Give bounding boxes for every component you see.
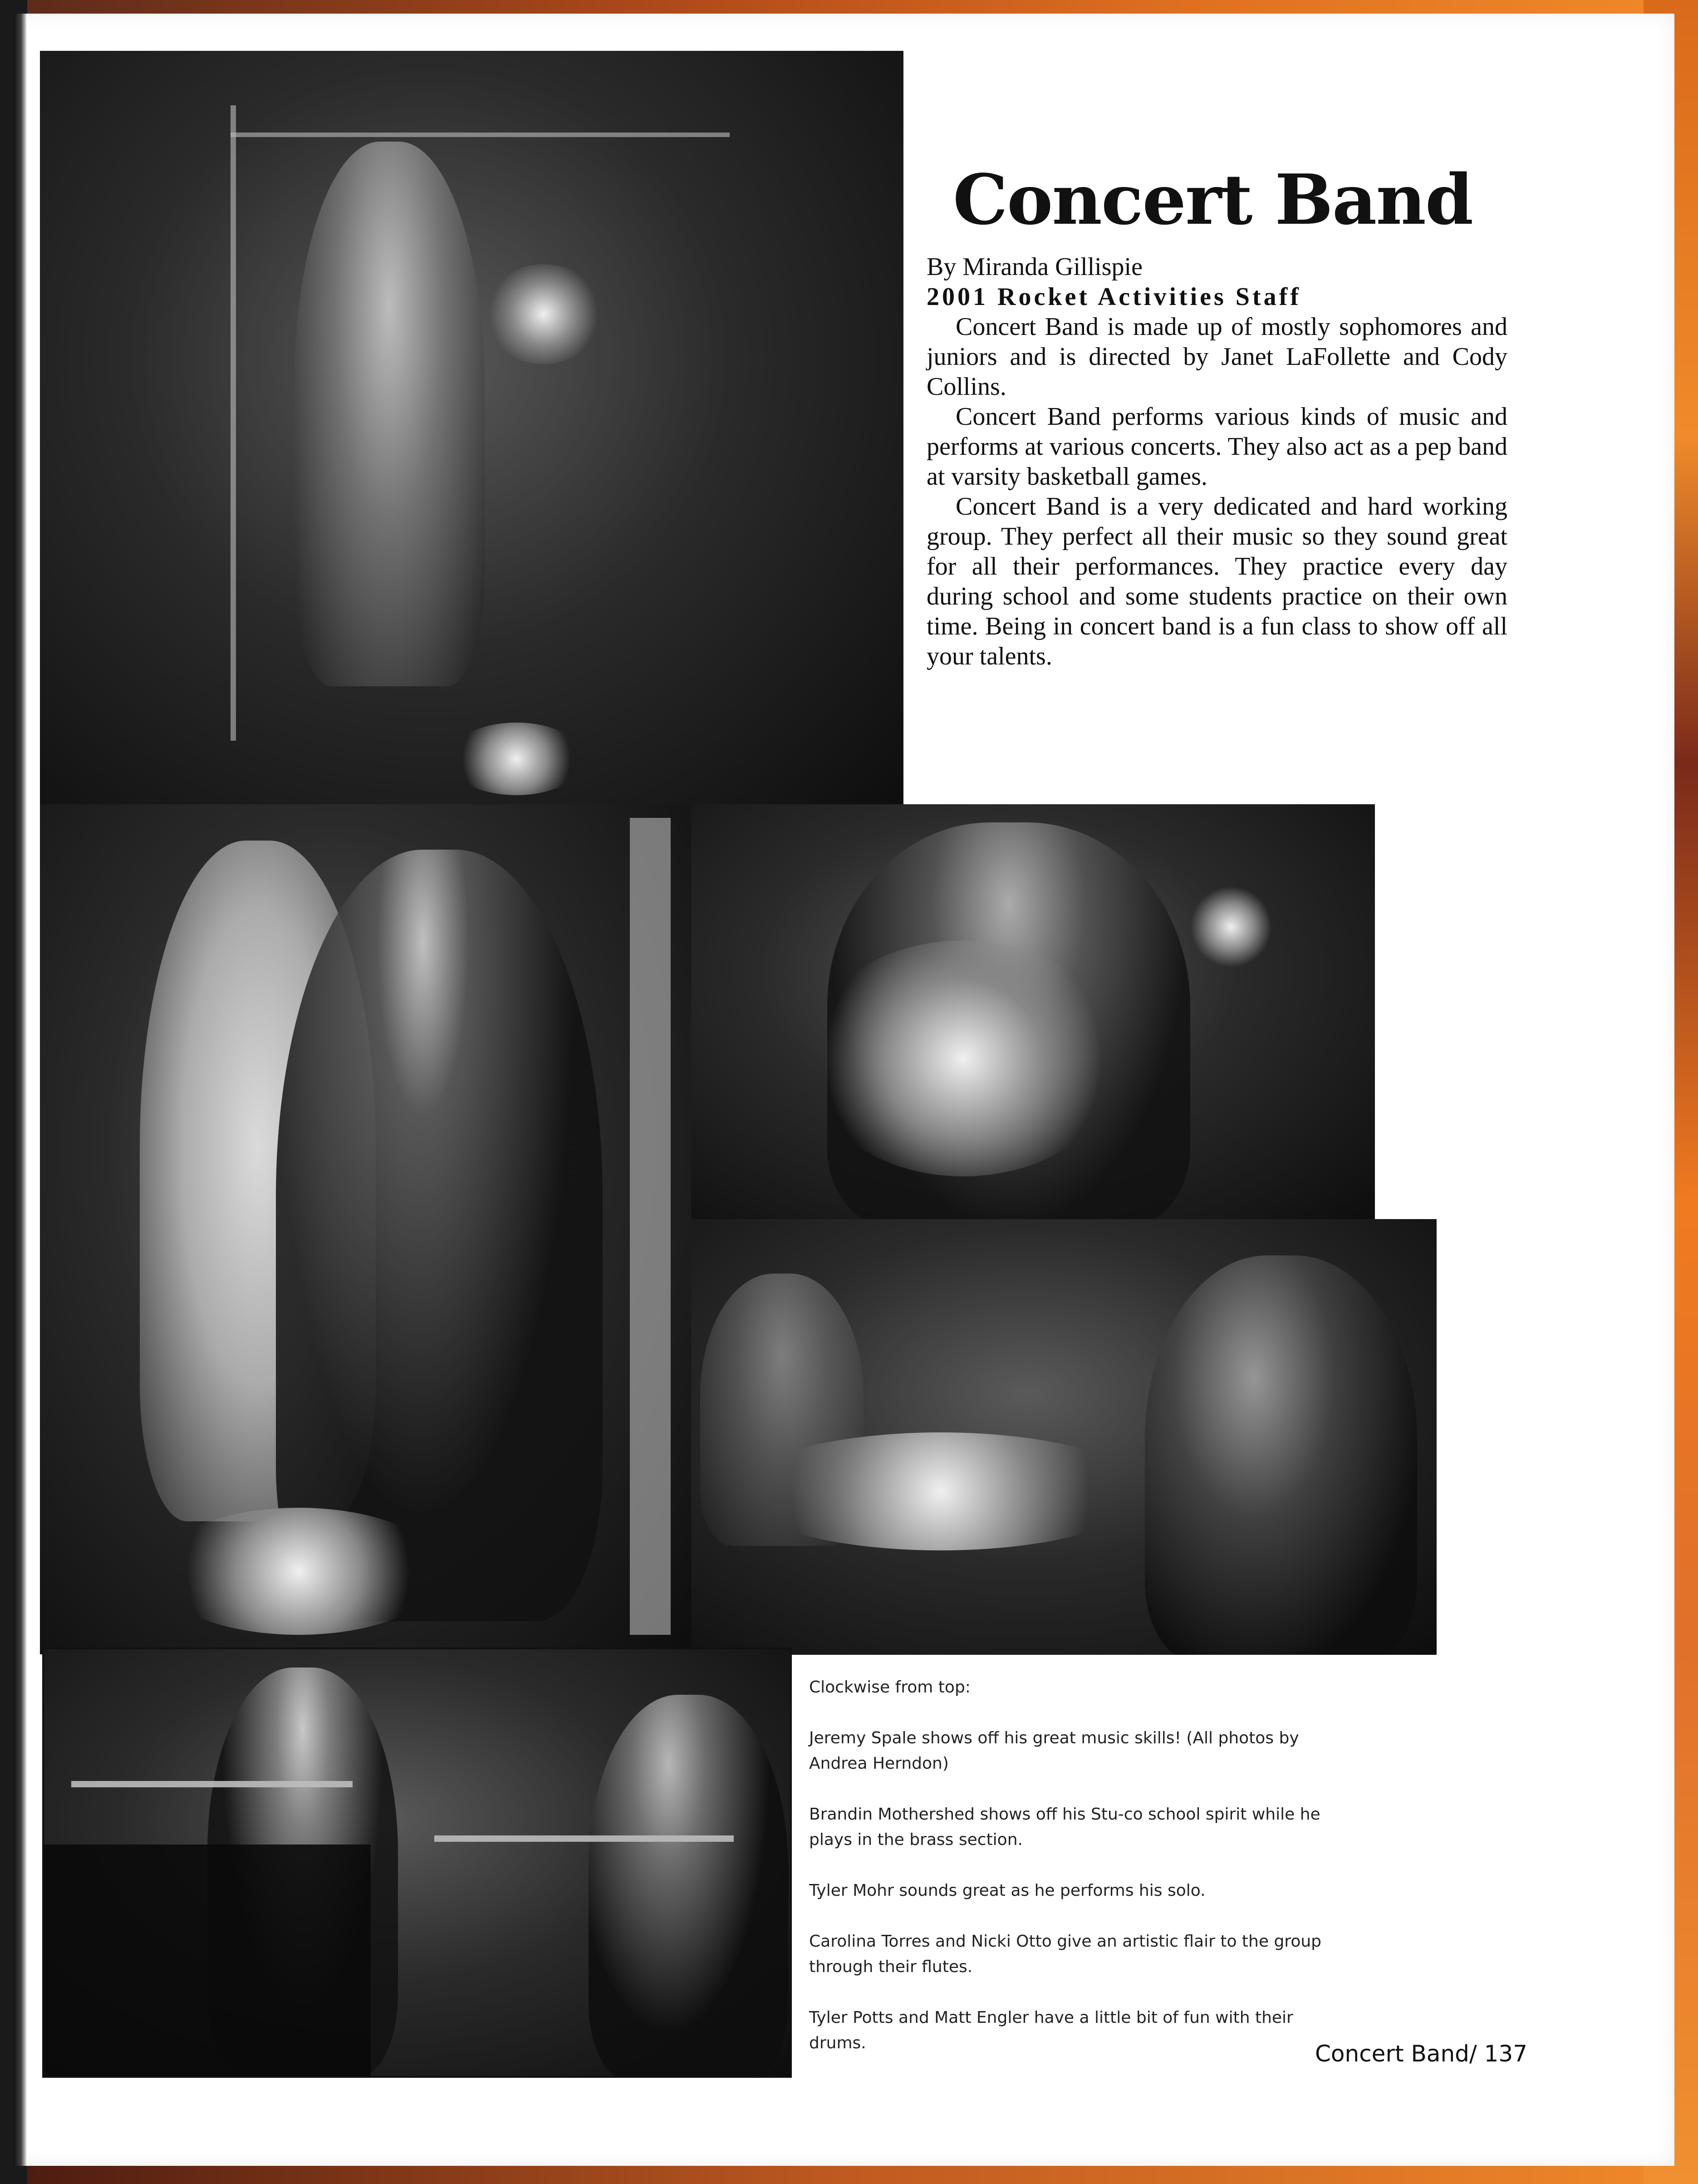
tuba-player-photo: [691, 804, 1375, 1222]
caption-item: Brandin Mothershed shows off his Stu-co school spirit while he plays in the brass section.: [809, 1805, 1320, 1849]
byline: By Miranda Gillispie: [927, 253, 1143, 281]
caption-item: Tyler Potts and Matt Engler have a little bit of fun with their drums.: [809, 2008, 1293, 2052]
captions-heading: Clockwise from top:: [809, 1678, 971, 1697]
page-title: Concert Band: [953, 159, 1473, 240]
flute-players-photo: [42, 1648, 792, 2078]
article-body: [927, 252, 1507, 671]
page-footer: [1315, 2041, 1527, 2067]
article-paragraph: Concert Band is made up of mostly sophomores and juniors and is directed by Janet LaFollette and Cody Collins.: [927, 313, 1507, 401]
background-bottom: [0, 2166, 1698, 2184]
background-top: [0, 0, 1698, 14]
trumpet-player-photo: [691, 1219, 1437, 1655]
photo-captions: [809, 1675, 1335, 2081]
page-number: 137: [1484, 2041, 1528, 2067]
article-paragraph: Concert Band is a very dedicated and hard working group. They perfect all their music so they sound great for all their performances. They practice every day during school and some students practice on their own time. Being in concert band is a fun class to show off all your talents.: [927, 492, 1507, 670]
caption-item: Carolina Torres and Nicki Otto give an artistic flair to the group through their flutes.: [809, 1932, 1322, 1976]
caption-item: Tyler Mohr sounds great as he performs his solo.: [809, 1881, 1206, 1900]
drummers-photo: [40, 804, 693, 1654]
staff-credit: 2001 Rocket Activities Staff: [927, 283, 1301, 311]
page-binding: [14, 14, 26, 2166]
caption-item: Jeremy Spale shows off his great music skills! (All photos by Andrea Herndon): [809, 1729, 1299, 1773]
footer-section: Concert Band/: [1315, 2041, 1477, 2067]
article-paragraph: Concert Band performs various kinds of music and performs at various concerts. They also act as a pep band at varsity basketball games.: [927, 403, 1507, 491]
percussionist-photo: [40, 51, 903, 818]
